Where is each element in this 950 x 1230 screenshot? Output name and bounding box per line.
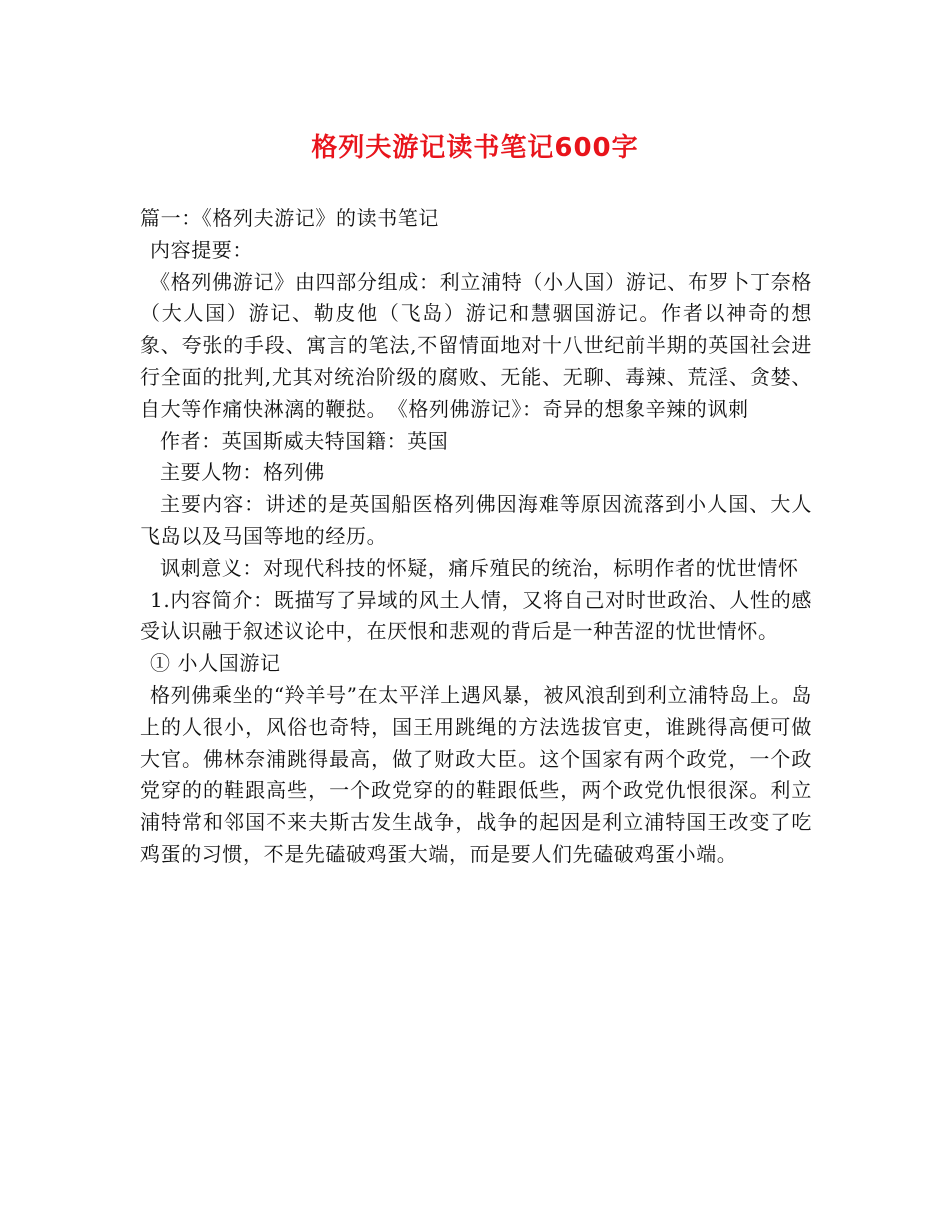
main-characters-line: 主要人物：格列佛 <box>160 460 325 485</box>
author-line: 作者：英国斯威夫特国籍：英国 <box>160 428 449 453</box>
satire-meaning-paragraph: 讽刺意义：对现代科技的怀疑，痛斥殖民的统治，标明作者的忧世情怀 <box>160 555 799 580</box>
content-summary-label: 内容提要： <box>150 237 253 262</box>
main-content-paragraph: 主要内容：讲述的是英国船医格列佛因海难等原因流落到小人国、大人飞岛以及马国等地的经历。 <box>140 492 812 548</box>
content-intro-paragraph: 1.内容简介：既描写了异域的风土人情，又将自己对时世政治、人性的感受认识融于叙述议论中，在厌恨和悲观的背后是一种苦涩的忧世情怀。 <box>140 587 812 644</box>
document-title: 格列夫游记读书笔记600字 <box>311 133 639 163</box>
lilliput-heading: ① 小人国游记 <box>150 651 281 676</box>
lilliput-paragraph: 格列佛乘坐的“羚羊号”在太平洋上遇风暴，被风浪刮到利立浦特岛上。岛上的人很小，风俗也奇特，国王用跳绳的方法选拔官吏，谁跳得高便可做大官。佛林奈浦跳得最高，做了财政大臣。这个国家有两个政党，一个政党穿的的鞋跟高些，一个政党穿的的鞋跟低些，两个政党仇恨很深。利立浦特常和邻国不来夫斯古发生战争，战争的起因是利立浦特国王改变了吃鸡蛋的习惯，不是先磕破鸡蛋大端，而是要人们先磕破鸡蛋小端。 <box>140 682 812 866</box>
section-heading: 篇一：《格列夫游记》的读书笔记 <box>140 206 439 230</box>
document-body <box>140 203 812 871</box>
summary-paragraph: 《格列佛游记》由四部分组成：利立浦特（小人国）游记、布罗卜丁奈格（大人国）游记、勒皮他（飞岛）游记和慧骃国游记。作者以神奇的想象、夸张的手段、寓言的笔法,不留情面地对十八世纪前半期的英国社会进行全面的批判,尤其对统治阶级的腐败、无能、无聊、毒辣、荒淫、贪婪、自大等作痛快淋漓的鞭挞。 《格列佛游记》：奇异的想象辛辣的讽刺 <box>140 269 812 421</box>
